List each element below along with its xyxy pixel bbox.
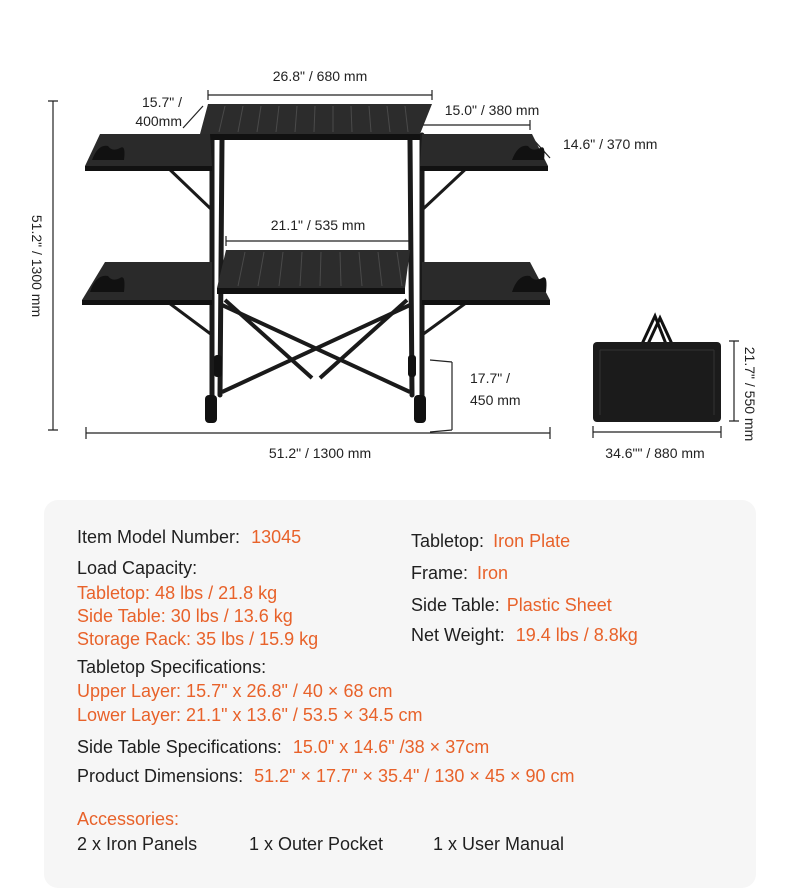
dim-top-depth-1: 15.7" / [142, 94, 182, 110]
dim-side-width: 15.0" / 380 mm [444, 102, 540, 118]
dim-bag-height: 21.7" / 550 mm [742, 346, 758, 442]
dim-total-width: 51.2" / 1300 mm [268, 445, 372, 461]
dim-line-base-depth [430, 360, 452, 432]
dim-side-depth: 14.6" / 370 mm [563, 136, 658, 152]
side-spec-value: 15.0" x 14.6" /38 × 37cm [292, 737, 490, 757]
net-weight-label: Net Weight: [411, 625, 505, 645]
frame-value: Iron [477, 563, 509, 583]
accessories-label: Accessories: [77, 809, 180, 829]
side-table-label: Side Table: [411, 595, 500, 615]
side-spec-label: Side Table Specifications: [77, 737, 282, 757]
side-table-material [411, 594, 612, 616]
net-weight [411, 624, 638, 646]
dim-base-depth-1: 17.7" / [470, 370, 510, 386]
dim-line-side-width [417, 120, 530, 130]
dim-base-depth-2: 450 mm [470, 392, 521, 408]
dim-line-top-depth [183, 106, 203, 128]
model-label: Item Model Number: [77, 527, 241, 547]
dim-line-bag-width [593, 426, 721, 438]
product-dim-value: 51.2" × 17.7" × 35.4" / 130 × 45 × 90 cm [254, 766, 575, 786]
load-capacity-label: Load Capacity: [77, 558, 198, 578]
product-dimensions [77, 765, 575, 787]
tabletop-spec-label: Tabletop Specifications: [77, 657, 267, 677]
dim-line-top-width [208, 90, 432, 100]
load-storage-rack: Storage Rack: 35 lbs / 15.9 kg [77, 629, 319, 649]
lower-layer-spec: Lower Layer: 21.1" x 13.6" / 53.5 × 34.5 cm [77, 705, 423, 725]
accessory-user-manual: 1 x User Manual [433, 834, 565, 854]
load-tabletop: Tabletop: 48 lbs / 21.8 kg [77, 583, 278, 603]
tabletop-label: Tabletop: [411, 531, 485, 551]
product-dim-label: Product Dimensions: [77, 766, 244, 786]
frame-material [411, 562, 508, 584]
dim-line-bag-height [729, 341, 739, 421]
accessory-iron-panels: 2 x Iron Panels [77, 834, 198, 854]
dim-bag-width: 34.6"" / 880 mm [605, 445, 705, 461]
dim-top-depth-2: 400mm [135, 113, 182, 129]
dim-total-height: 51.2" / 1300 mm [29, 214, 45, 318]
accessory-outer-pocket: 1 x Outer Pocket [249, 834, 384, 854]
upper-layer-spec: Upper Layer: 15.7" x 26.8" / 40 × 68 cm [77, 681, 393, 701]
carry-bag-illustration [593, 316, 721, 422]
net-weight-value: 19.4 lbs / 8.8kg [515, 625, 638, 645]
frame-label: Frame: [411, 563, 469, 583]
dim-line-total-height [48, 101, 58, 430]
dim-lower-width: 21.1" / 535 mm [270, 217, 366, 233]
tabletop-value: Iron Plate [493, 531, 571, 551]
load-side-table: Side Table: 30 lbs / 13.6 kg [77, 606, 293, 626]
model-number [77, 526, 301, 548]
dim-line-total-width [86, 427, 550, 439]
side-table-value: Plastic Sheet [506, 595, 612, 615]
dim-line-lower-width [226, 236, 410, 246]
dim-top-width: 26.8" / 680 mm [272, 68, 368, 84]
side-table-spec [77, 736, 489, 758]
tabletop-material [411, 530, 570, 552]
model-value: 13045 [251, 527, 302, 547]
